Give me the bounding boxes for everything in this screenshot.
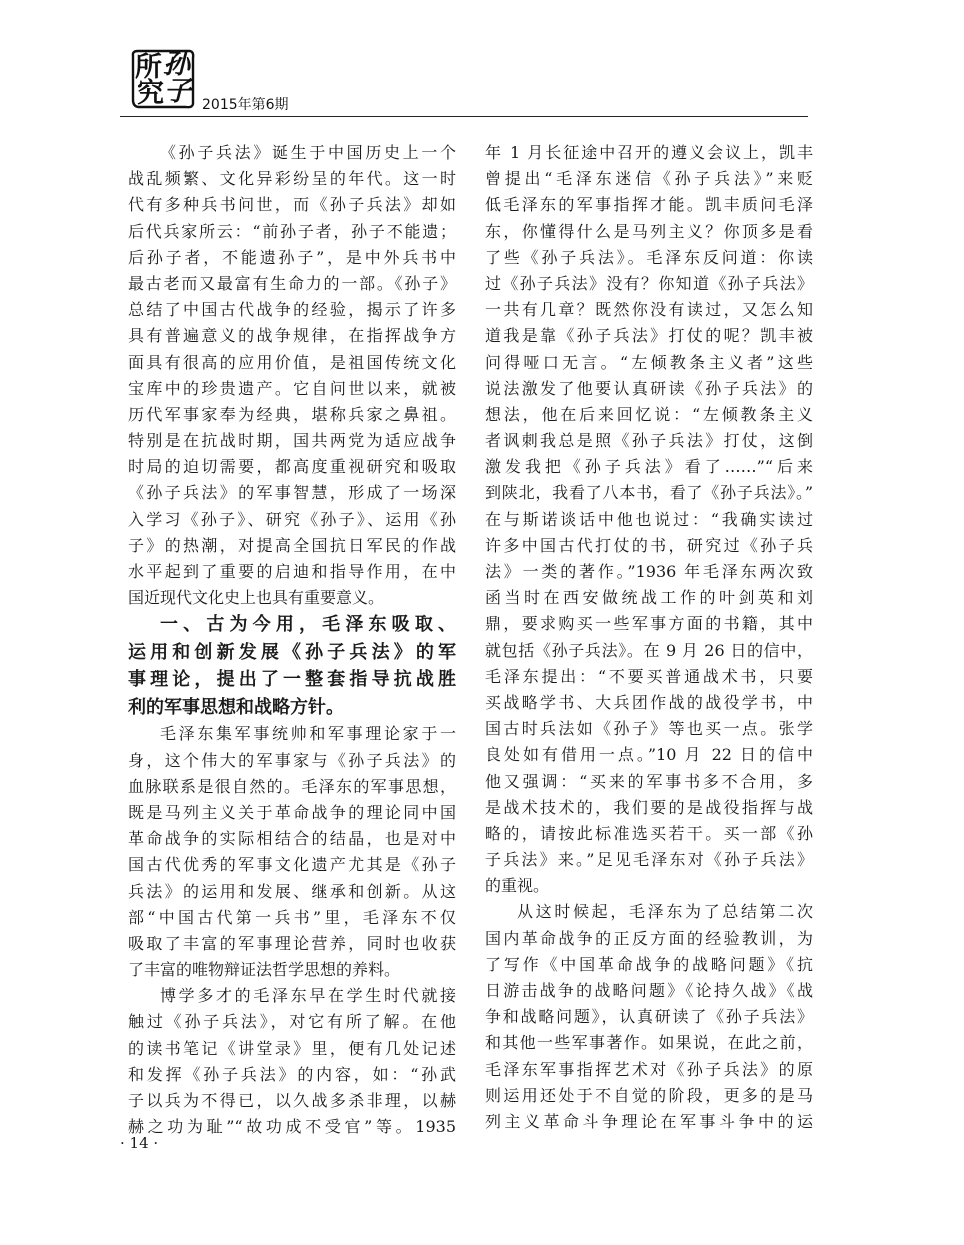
text-line: 许多中国古代打仗的书，研究过《孙子兵 — [485, 535, 813, 555]
text-line: 说法激发了他要认真研读《孙子兵法》的 — [485, 378, 813, 398]
text-line: 总结了中国古代战争的经验，揭示了许多 — [128, 300, 456, 320]
text-line: 国古时兵法如《孙子》等也买一点。张学 — [485, 719, 813, 739]
text-line: 日游击战争的战略问题》《论持久战》《战 — [485, 981, 813, 1000]
text-line: 水平起到了重要的启迪和指导作用，在中 — [128, 562, 456, 581]
text-line: 买战略学书、大兵团作战的战役学书，中 — [485, 692, 813, 712]
section-heading-line: 事理论，提出了一整套指导抗战胜 — [128, 669, 456, 691]
text-line: 后孙子者，不能遗孙子”，是中外兵书中 — [128, 247, 456, 267]
text-line: 国内革命战争的正反方面的经验教训，为 — [485, 928, 813, 948]
right-column — [485, 140, 813, 1135]
text-line: 了丰富的唯物辩证法哲学思想的养料。 — [128, 960, 401, 980]
text-line: 后代兵家所云：“前孙子者，孙子不能遗； — [128, 221, 456, 241]
text-line: 国近现代文化史上也具有重要意义。 — [128, 588, 385, 608]
section-heading-line: 运用和创新发展《孙子兵法》的军 — [128, 641, 456, 663]
text-line: 法》一类的著作。”1936 年毛泽东两次致 — [485, 562, 813, 581]
text-line: 赫之功为耻”“故功成不受官”等。1935 — [128, 1117, 456, 1137]
section-heading-line: 利的军事思想和战略方针。 — [128, 696, 344, 718]
text-line: 时局的迫切需要，都高度重视研究和吸取 — [128, 457, 456, 477]
text-line: 特别是在抗战时期，国共两党为适应战争 — [128, 431, 456, 451]
text-line: 毛泽东军事指挥艺术对《孙子兵法》的原 — [485, 1059, 813, 1079]
logo-char: 孙 — [163, 49, 190, 80]
text-line: 博学多才的毛泽东早在学生时代就接 — [160, 986, 456, 1006]
logo-char: 所 — [135, 52, 162, 83]
header-rule — [120, 116, 808, 117]
text-line: 列主义革命斗争理论在军事斗争中的运 — [485, 1111, 813, 1131]
text-line: 战乱频繁、文化异彩纷呈的年代。这一时 — [128, 169, 456, 189]
text-line: 子》的热潮，对提高全国抗日军民的作战 — [128, 535, 456, 555]
text-line: 了些《孙子兵法》。毛泽东反问道：你读 — [485, 247, 813, 267]
text-line: 函当时在西安做统战工作的叶剑英和刘 — [485, 588, 813, 608]
text-line: 代有多种兵书问世，而《孙子兵法》却如 — [128, 195, 456, 215]
text-line: 东，你懂得什么是马列主义？你顶多是看 — [485, 221, 813, 241]
text-line: 鼎，要求购买一些军事方面的书籍，其中 — [485, 614, 813, 634]
text-line: 激发我把《孙子兵法》看了……”“后来 — [485, 457, 813, 477]
text-line: 从这时候起，毛泽东为了总结第二次 — [517, 902, 813, 922]
text-line: 毛泽东集军事统帅和军事理论家于一 — [160, 724, 456, 744]
text-line: 历代军事家奉为经典，堪称兵家之鼻祖。 — [128, 404, 456, 424]
text-line: 是战术技术的，我们要的是战役指挥与战 — [485, 797, 813, 817]
text-line: 子兵法》来。”足见毛泽东对《孙子兵法》 — [485, 850, 813, 870]
text-line: 最古老而又最富有生命力的一部。《孙子》 — [128, 273, 456, 293]
text-line: 道我是靠《孙子兵法》打仗的呢？凯丰被 — [485, 326, 813, 346]
section-heading — [128, 611, 456, 721]
logo-char: 究 — [137, 78, 164, 109]
text-line: 到陕北，我看了八本书，看了《孙子兵法》。” — [485, 483, 813, 503]
text-line: 毛泽东提出：“不要买普通战术书，只要 — [485, 666, 813, 686]
text-line: 过《孙子兵法》没有？你知道《孙子兵法》 — [485, 273, 813, 293]
text-line: 吸取了丰富的军事理论营养，同时也收获 — [128, 933, 456, 953]
text-line: 《孙子兵法》诞生于中国历史上一个 — [160, 143, 456, 162]
text-line: 具有普遍意义的战争规律，在指挥战争方 — [128, 326, 456, 346]
text-line: 年 1 月长征途中召开的遵义会议上，凯丰 — [485, 143, 813, 162]
text-line: 在与斯诺谈话中他也说过：“我确实读过 — [485, 509, 813, 529]
text-line: 部“中国古代第一兵书”里，毛泽东不仅 — [128, 907, 456, 927]
journal-logo — [130, 48, 196, 110]
text-line: 低毛泽东的军事指挥才能。凯丰质问毛泽 — [485, 195, 813, 215]
text-line: 《孙子兵法》的军事智慧，形成了一场深 — [128, 483, 456, 503]
text-line: 者讽刺我总是照《孙子兵法》打仗，这倒 — [485, 431, 813, 451]
text-line: 了写作《中国革命战争的战略问题》《抗 — [485, 954, 813, 974]
text-line: 略的，请按此标准选买若干。买一部《孙 — [485, 823, 813, 843]
text-line: 就包括《孙子兵法》。在 9 月 26 日的信中， — [485, 640, 813, 660]
text-line: 良处如有借用一点。”10 月 22 日的信中 — [485, 745, 813, 765]
text-line: 则运用还处于不自觉的阶段，更多的是马 — [485, 1085, 813, 1105]
text-line: 曾提出“毛泽东迷信《孙子兵法》”来贬 — [485, 169, 813, 189]
section-heading-line: 一、古为今用，毛泽东吸取、 — [160, 614, 456, 636]
text-line: 触过《孙子兵法》，对它有所了解。在他 — [128, 1012, 456, 1032]
text-line: 面具有很高的应用价值，是祖国传统文化 — [128, 352, 456, 372]
text-line: 他又强调：“买来的军事书多不合用，多 — [485, 771, 813, 791]
text-line: 血脉联系是很自然的。毛泽东的军事思想， — [128, 776, 456, 796]
logo-char: 子 — [164, 76, 191, 107]
text-line: 入学习《孙子》、研究《孙子》、运用《孙 — [128, 509, 456, 529]
text-line: 一共有几章？既然你没有读过，又怎么知 — [485, 300, 813, 320]
text-line: 国古代优秀的军事文化遗产尤其是《孙子 — [128, 855, 456, 875]
issue-label: 2015年第6期 — [202, 97, 289, 113]
text-line: 子以兵为不得已，以久战多杀非理，以赫 — [128, 1091, 456, 1110]
text-line: 革命战争的实际相结合的结晶，也是对中 — [128, 829, 456, 849]
text-line: 问得哑口无言。“左倾教条主义者”这些 — [485, 352, 813, 372]
text-line: 的重视。 — [485, 876, 550, 896]
text-line: 身，这个伟大的军事家与《孙子兵法》的 — [128, 750, 456, 770]
page-number: · 14 · — [120, 1134, 159, 1152]
text-line: 想法，他在后来回忆说：“左倾教条主义 — [485, 404, 813, 424]
text-line: 争和战略问题》，认真研读了《孙子兵法》 — [485, 1007, 813, 1027]
text-line: 宝库中的珍贵遗产。它自问世以来，就被 — [128, 378, 456, 398]
text-line: 和发挥《孙子兵法》的内容，如：“孙武 — [128, 1064, 456, 1084]
text-line: 和其他一些军事著作。如果说，在此之前， — [485, 1033, 813, 1053]
left-column — [128, 140, 456, 1140]
text-line: 的读书笔记《讲堂录》里，便有几处记述 — [128, 1038, 456, 1058]
text-line: 既是马列主义关于革命战争的理论同中国 — [128, 802, 456, 822]
text-line: 兵法》的运用和发展、继承和创新。从这 — [128, 881, 456, 901]
